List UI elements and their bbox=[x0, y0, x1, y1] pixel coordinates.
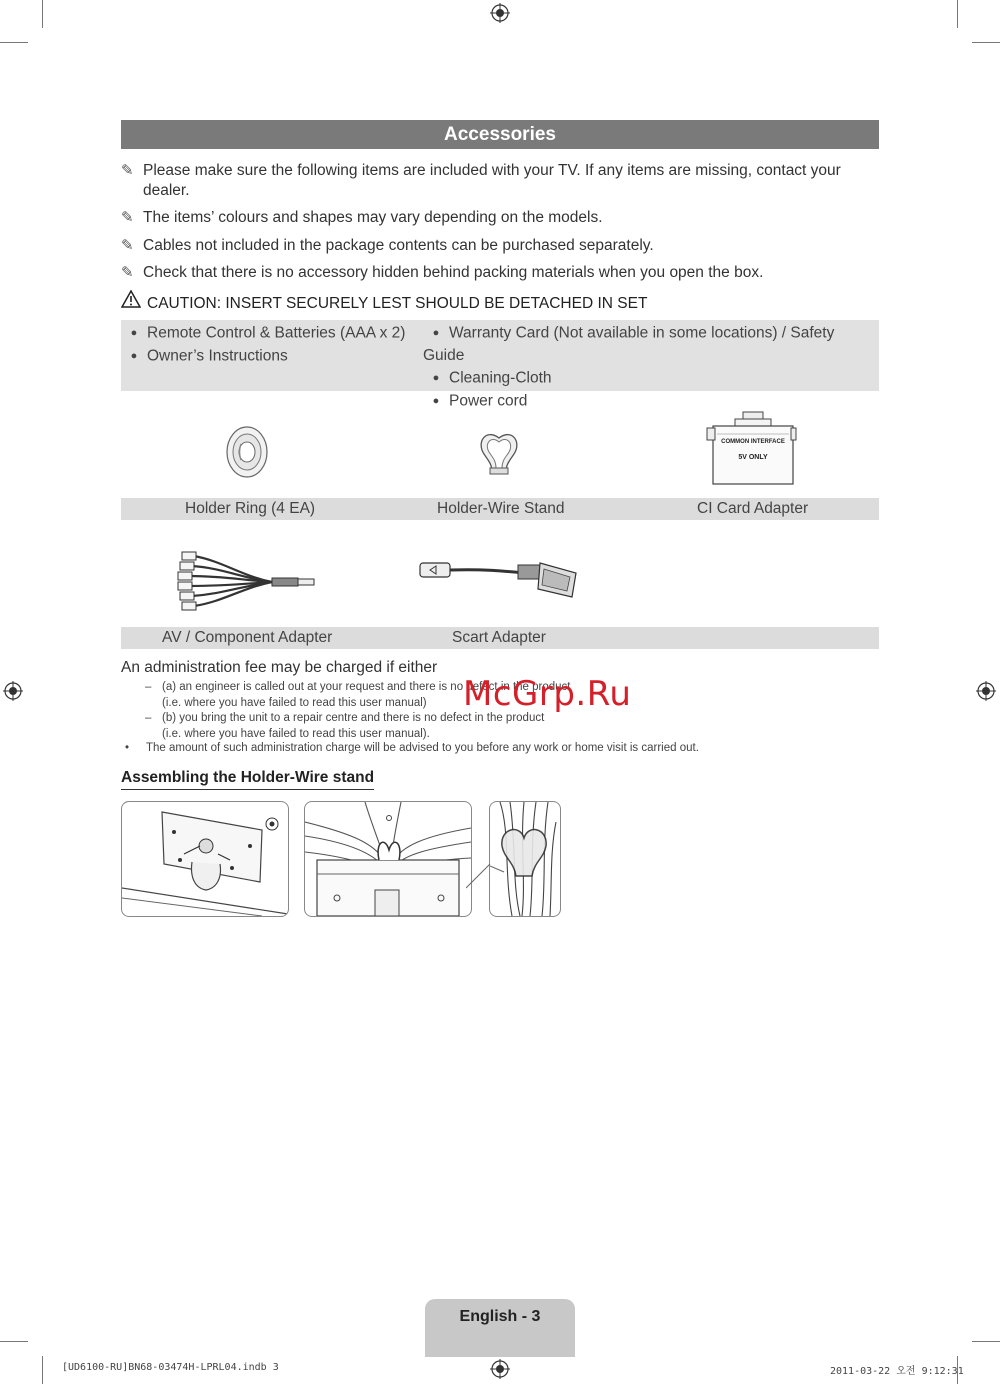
list-item bbox=[121, 322, 405, 345]
admin-fee-intro: An administration fee may be charged if either bbox=[121, 659, 438, 676]
watermark-logo: McGrp.Ru bbox=[463, 674, 632, 714]
list-item-text: Cleaning-Cloth bbox=[449, 369, 552, 387]
scart-adapter-image bbox=[414, 553, 584, 605]
caution-text: CAUTION: INSERT SECURELY LEST SHOULD BE DETACHED IN SET bbox=[147, 295, 648, 312]
admin-item-b bbox=[145, 711, 745, 727]
crop-mark bbox=[42, 0, 43, 28]
pencil-note-icon: ✎ bbox=[121, 209, 134, 226]
note-text: Cables not included in the package contents can be purchased separately. bbox=[143, 237, 654, 254]
holder-ring-image bbox=[222, 424, 272, 480]
av-component-adapter-image bbox=[172, 546, 332, 616]
dash-mark: – bbox=[145, 681, 152, 693]
note bbox=[121, 263, 851, 283]
pencil-note-icon: ✎ bbox=[121, 162, 134, 179]
registration-mark-icon bbox=[3, 681, 23, 701]
note bbox=[121, 236, 851, 256]
admin-bullet bbox=[125, 741, 825, 757]
registration-mark-icon bbox=[490, 1359, 510, 1379]
ci-card-adapter-image bbox=[705, 410, 797, 490]
bullet-icon: ● bbox=[130, 349, 138, 362]
label-bar bbox=[121, 627, 879, 649]
holder-ring-label: Holder Ring (4 EA) bbox=[185, 500, 316, 517]
note bbox=[121, 161, 851, 201]
bullet-icon: ● bbox=[432, 372, 440, 385]
admin-fee-details bbox=[145, 680, 745, 742]
print-timestamp: 2011-03-22 오전 9:12:31 bbox=[830, 1366, 964, 1377]
crop-mark bbox=[42, 1356, 43, 1384]
callout-line bbox=[466, 860, 492, 890]
note-text: The items’ colours and shapes may vary depending on the models. bbox=[143, 209, 603, 226]
assembly-step-1-illustration bbox=[121, 801, 289, 917]
holder-wire-stand-label: Holder-Wire Stand bbox=[437, 500, 565, 517]
admin-a-line1: (a) an engineer is called out at your request and there is no defect in the product bbox=[162, 681, 571, 693]
assembly-step-2-illustration bbox=[304, 801, 472, 917]
list-item-text: Power cord bbox=[449, 392, 528, 410]
pencil-note-icon: ✎ bbox=[121, 237, 134, 254]
crop-mark bbox=[972, 1341, 1000, 1342]
bullet-icon: • bbox=[125, 742, 130, 754]
pencil-note-icon: ✎ bbox=[121, 264, 134, 281]
list-item bbox=[423, 322, 879, 367]
note-text: Please make sure the following items are included with your TV. If any items are missing, contact your dealer. bbox=[143, 162, 841, 199]
note bbox=[121, 208, 851, 228]
list-item-text: Remote Control & Batteries (AAA x 2) bbox=[147, 324, 406, 342]
accessory-list bbox=[121, 320, 879, 410]
list-item-text: Owner’s Instructions bbox=[147, 347, 288, 365]
ci-card-adapter-label: CI Card Adapter bbox=[697, 500, 809, 517]
av-component-adapter-label: AV / Component Adapter bbox=[162, 629, 333, 646]
admin-b-line1: (b) you bring the unit to a repair centre and there is no defect in the product bbox=[162, 712, 545, 724]
bullet-icon: ● bbox=[130, 327, 138, 339]
assembly-step-3-illustration bbox=[489, 801, 561, 917]
crop-mark bbox=[0, 1341, 28, 1342]
registration-mark-icon bbox=[490, 3, 510, 23]
list-item bbox=[423, 390, 879, 413]
warning-triangle-icon bbox=[121, 290, 147, 313]
section-header: Accessories bbox=[121, 120, 879, 149]
crop-mark bbox=[0, 42, 28, 43]
admin-item-a bbox=[145, 680, 745, 696]
label-bar bbox=[121, 498, 879, 520]
list-item-text: Warranty Card (Not available in some locations) / Safety Guide bbox=[423, 324, 835, 364]
admin-b-line2: (i.e. where you have failed to read this user manual). bbox=[162, 727, 430, 740]
note-text: Check that there is no accessory hidden behind packing materials when you open the box. bbox=[143, 264, 764, 281]
ci-card-line1: COMMON INTERFACE bbox=[721, 439, 785, 445]
section-title: Assembling the Holder-Wire stand bbox=[121, 769, 374, 790]
caution-line bbox=[121, 290, 647, 313]
holder-wire-stand-image bbox=[474, 428, 524, 476]
list-item bbox=[121, 345, 405, 368]
crop-mark bbox=[957, 0, 958, 28]
bullet-icon: ● bbox=[432, 395, 440, 408]
crop-mark bbox=[972, 42, 1000, 43]
page-number-tab: English - 3 bbox=[425, 1299, 575, 1357]
ci-card-line2: 5V ONLY bbox=[738, 454, 768, 461]
registration-mark-icon bbox=[976, 681, 996, 701]
admin-bullet-text: The amount of such administration charge will be advised to you before any work or home visit is carried out. bbox=[146, 742, 699, 754]
scart-adapter-label: Scart Adapter bbox=[452, 629, 546, 646]
list-item bbox=[423, 367, 879, 390]
dash-mark: – bbox=[145, 712, 152, 724]
admin-a-line2: (i.e. where you have failed to read this user manual) bbox=[162, 696, 427, 709]
bullet-icon: ● bbox=[432, 327, 440, 339]
file-info: [UD6100-RU]BN68-03474H-LPRL04.indb 3 bbox=[62, 1362, 279, 1373]
